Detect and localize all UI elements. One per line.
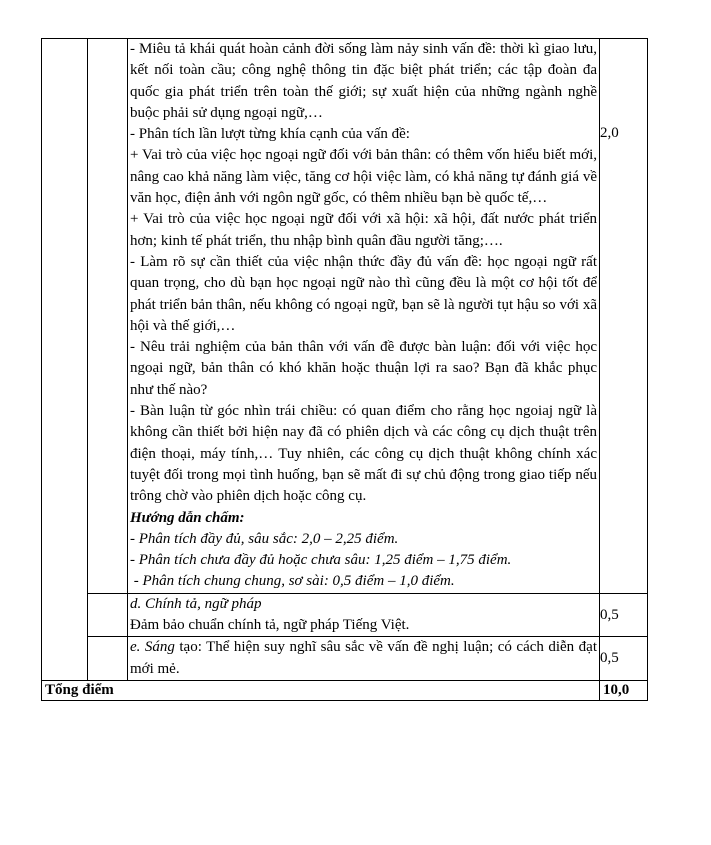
grading-guide-title: Hướng dẫn chấm: bbox=[130, 509, 245, 526]
section-cell bbox=[42, 39, 88, 681]
spelling-text: Đảm bảo chuẩn chính tả, ngữ pháp Tiếng Việt. bbox=[130, 617, 410, 634]
criteria-line: - Phân tích lần lượt từng khía cạnh của vấn đề: bbox=[130, 126, 410, 143]
grading-guide-line: - Phân tích chung chung, sơ sài: 0,5 điểm – 1,0 điểm. bbox=[130, 573, 455, 590]
spelling-title: d. Chính tả, ngữ pháp bbox=[130, 595, 262, 612]
criteria-line: - Nêu trải nghiệm của bản thân với vấn đề được bàn luận: đối với việc học ngoại ngữ, bản thân có khó khăn hoặc thuận lợi ra sao? Bạn đã khắc phục như thế nào? bbox=[130, 339, 597, 398]
grading-guide-line: - Phân tích đầy đủ, sâu sắc: 2,0 – 2,25 điểm. bbox=[130, 530, 399, 547]
grading-guide-line: - Phân tích chưa đầy đủ hoặc chưa sâu: 1,25 điểm – 1,75 điểm. bbox=[130, 552, 512, 569]
criteria-line: - Miêu tả khái quát hoàn cảnh đời sống làm nảy sinh vấn đề: thời kì giao lưu, kết nối toàn cầu; công nghệ thông tin đặc biệt phát triển; các tập đoàn đa quốc gia phát triển trên toàn thế giới; sự xuất hiện của những ngành nghề buộc phải sử dụng ngoại ngữ,… bbox=[130, 41, 597, 121]
criteria-line: - Làm rõ sự cần thiết của việc nhận thức đầy đủ vấn đề: học ngoại ngữ rất quan trọng, cho dù bạn học ngoại ngữ nào thì cũng đều là một cơ hội tốt để phát triển bản thân, nếu không có ngoại ngữ, bạn sẽ là người tụt hậu so với xã hội và thế giới,… bbox=[130, 253, 597, 334]
spelling-score-cell: 0,5 bbox=[600, 593, 648, 637]
sub-section-cell bbox=[88, 39, 128, 594]
creativity-content-cell bbox=[128, 637, 600, 681]
criteria-line: + Vai trò của việc học ngoại ngữ đối với xã hội: xã hội, đất nước phát triển hơn; kinh tế phát triển, thu nhập bình quân đầu người tăng;…. bbox=[130, 211, 597, 249]
sub-section-cell bbox=[88, 593, 128, 637]
creativity-score-cell: 0,5 bbox=[600, 637, 648, 681]
total-score: 10,0 bbox=[600, 680, 648, 700]
criteria-content-cell bbox=[128, 39, 600, 594]
total-label: Tổng điểm bbox=[42, 680, 600, 700]
main-criteria-row bbox=[42, 39, 648, 594]
creativity-title: e. Sáng bbox=[130, 639, 175, 656]
main-score-cell: 2,0 bbox=[600, 39, 648, 594]
total-row bbox=[42, 680, 648, 700]
criteria-line: - Bàn luận từ góc nhìn trái chiều: có quan điểm cho rằng học ngoiaj ngữ là không cần thiết bởi hiện nay đã có phiên dịch và các công cụ dịch thuật trên điện thoại, máy tính,… Tuy nhiên, các công cụ dịch thuật không chính xác tuyệt đối trong mọi tình huống, bạn sẽ mất đi sự chủ động trong giao tiếp nếu trông chờ vào phiên dịch hoặc công cụ. bbox=[130, 403, 597, 505]
grading-table bbox=[41, 38, 648, 701]
spelling-row bbox=[42, 593, 648, 637]
creativity-text-block bbox=[130, 637, 597, 680]
sub-section-cell bbox=[88, 637, 128, 681]
creativity-text: tạo: Thể hiện suy nghĩ sâu sắc về vấn đề nghị luận; có cách diễn đạt mới mẻ. bbox=[130, 639, 597, 677]
criteria-line: + Vai trò của việc học ngoại ngữ đối với bản thân: có thêm vốn hiểu biết mới, nâng cao khả năng làm việc, tăng cơ hội việc làm, có khả năng tự đánh giá về văn học, điện ảnh với ngôn ngữ gốc, có thêm nhiều bạn bè quốc tế,… bbox=[130, 147, 597, 207]
spelling-content-cell bbox=[128, 593, 600, 637]
creativity-row bbox=[42, 637, 648, 681]
